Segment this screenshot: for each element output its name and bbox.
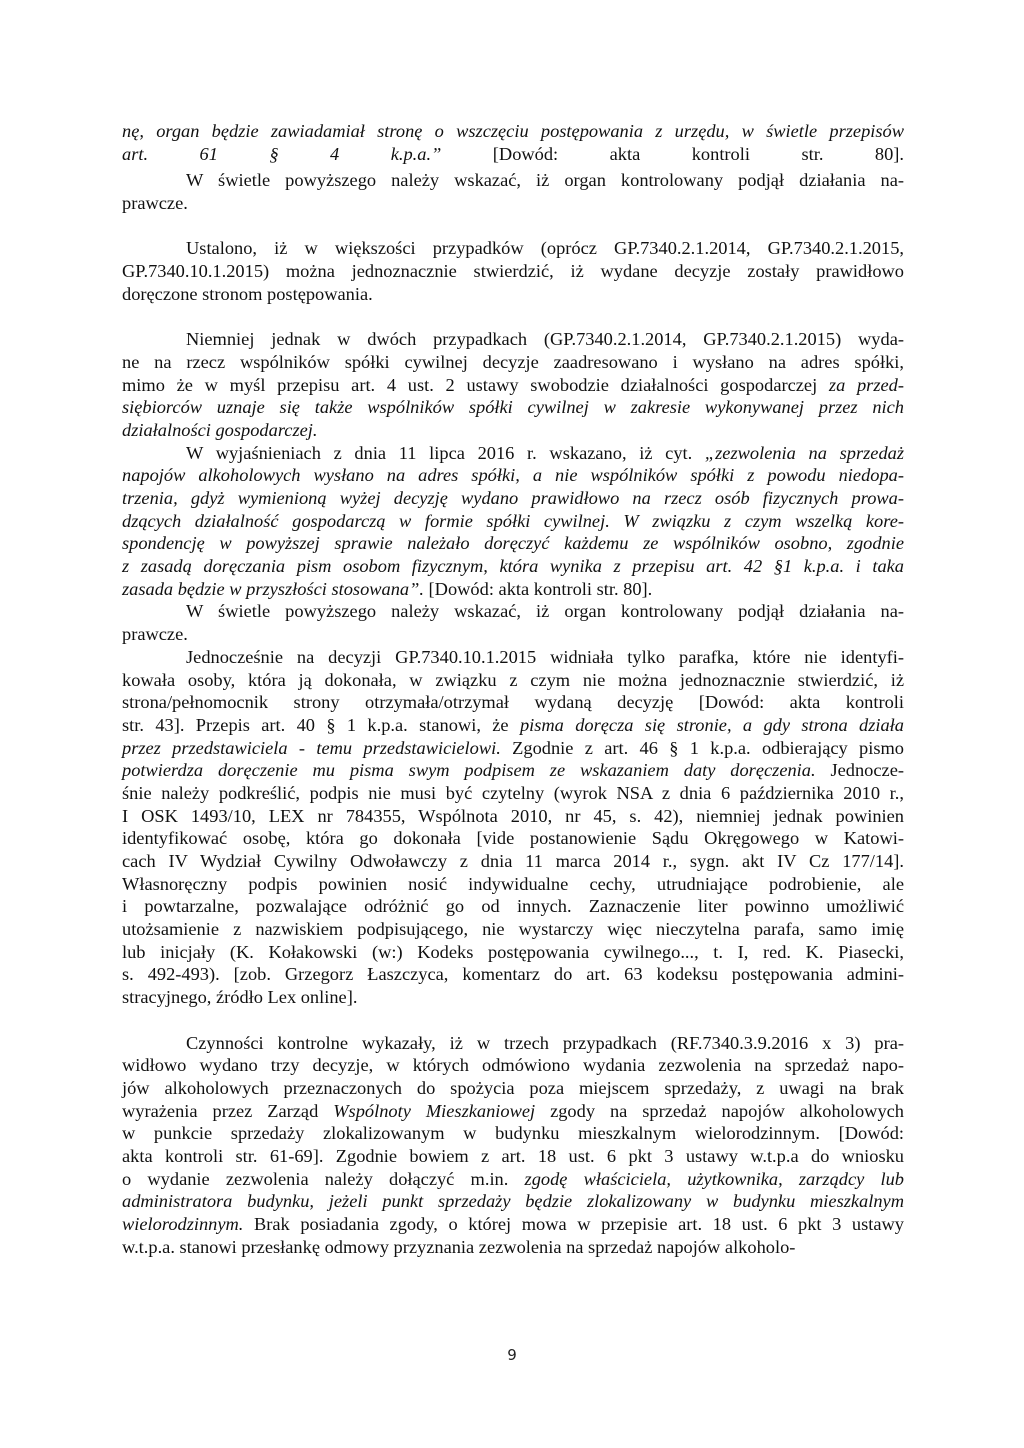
text-line [122,827,904,850]
text-line [122,396,904,419]
italic-text: potwierdza doręczenie mu pisma swym podpisem ze wskazaniem daty doręczenia. [122,760,816,781]
text-segment: identyfikować osobę, która go dokonała [vide postanowienie Sądu Okręgowego w Katowi- [122,828,904,849]
text-segment: Niemniej jednak w dwóch przypadkach (GP.7340.2.1.2014, GP.7340.2.1.2015) wyda- [186,329,904,350]
text-segment: w.t.p.a. stanowi przesłankę odmowy przyznania zezwolenia na sprzedaż napojów alkoholo- [122,1236,796,1257]
text-line [122,963,904,986]
text-segment: utożsamienie z nazwiskiem podpisującego, nie wystarczy więc nieczytelna parafa, samo imię [122,919,904,940]
text-segment: kowała osoby, która ją dokonała, w związku z czym nie można jednoznacznie stwierdzić, iż [122,669,904,690]
text-line [122,646,904,669]
text-line [122,669,904,692]
italic-text: siębiorców uznaje się także wspólników spółki cywilnej w zakresie wykonywanej przez nich [122,397,904,418]
text-line [122,600,904,623]
text-segment: Jednocze- [815,760,904,781]
text-line [122,1190,904,1213]
text-line [122,169,904,192]
text-segment: [Dowód: akta kontroli str. 80]. [423,578,653,599]
italic-text: pisma doręcza się stronie, a gdy strona działa [519,714,904,735]
text-segment: Brak posiadania zgody, o której mowa w przepisie art. 18 ust. 6 pkt 3 ustawy [243,1214,904,1234]
text-line [122,1168,904,1191]
text-segment: GP.7340.10.1.2015) można jednoznacznie stwierdzić, iż wydane decyzje zostały prawidłowo [122,261,904,282]
text-line [122,1236,904,1259]
text-line [122,510,904,533]
text-line [122,805,904,828]
text-line [122,555,904,578]
text-segment: lub inicjały (K. Kołakowski (w:) Kodeks postępowania cywilnego..., t. I, red. K. Piasecki, [122,941,904,962]
text-line [122,1122,904,1145]
italic-text: zgodę właściciela, użytkownika, zarządcy lub [524,1168,904,1189]
text-line [122,260,904,283]
italic-text: Wspólnoty Mieszkaniowej [333,1100,536,1121]
text-line [122,419,904,442]
text-segment: [Dowód: akta kontroli str. 80]. [441,143,904,164]
document-body [122,120,904,1258]
text-line [122,374,904,397]
italic-text: art. 61 § 4 k.p.a.” [122,143,442,164]
text-segment: W wyjaśnieniach z dnia 11 lipca 2016 r. wskazano, iż cyt. [186,442,705,463]
text-line [122,759,904,782]
text-line [122,1077,904,1100]
text-segment: cach IV Wydział Cywilny Odwoławczy z dnia 11 marca 2014 r., sygn. akt IV Cz 177/14]. [122,851,904,871]
text-segment: Zgodnie z art. 46 § 1 k.p.a. odbierający pismo [500,737,904,758]
text-segment: w punkcie sprzedaży zlokalizowanym w budynku mieszkalnym wielorodzinnym. [Dowód: [122,1123,904,1144]
text-segment: Czynności kontrolne wykazały, iż w trzech przypadkach (RF.7340.3.9.2016 x 3) pra- [186,1032,904,1053]
text-line [122,691,904,714]
text-segment: widłowo wydano trzy decyzje, w których odmówiono wydania zezwolenia na sprzedaż napo- [122,1055,904,1076]
text-segment: Jednocześnie na decyzji GP.7340.10.1.2015 widniała tylko parafka, które nie identyfi- [186,646,904,667]
text-line [122,487,904,510]
text-segment: s. 492-493). [zob. Grzegorz Łaszczyca, komentarz do art. 63 kodeksu postępowania admini- [122,964,904,985]
text-segment: akta kontroli str. 61-69]. Zgodnie bowiem z art. 18 ust. 6 pkt 3 ustawy w.t.p.a do wniosku [122,1145,904,1166]
italic-text: administratora budynku, jeżeli punkt sprzedaży będzie zlokalizowany w budynku mieszkalnym [122,1191,904,1212]
text-line [122,986,904,1009]
text-line [122,143,904,166]
text-segment: prawcze. [122,624,188,645]
text-line [122,328,904,351]
italic-text: przez przedstawiciela - temu przedstawicielowi. [122,737,501,758]
page-number: 9 [507,1346,517,1364]
text-segment: Własnoręczny podpis powinien nosić indywidualne cechy, utrudniające podrobienie, ale [122,873,904,894]
text-line [122,918,904,941]
text-segment: strona/pełnomocnik strony otrzymała/otrzymał wydaną decyzję [Dowód: akta kontroli [122,692,904,713]
text-line [122,737,904,760]
text-line [122,351,904,374]
text-line [122,1145,904,1168]
text-line [122,895,904,918]
italic-text: za przed- [828,374,904,395]
italic-text: napojów alkoholowych wysłano na adres spółki, a nie wspólników spółki z powodu niedopa- [122,465,904,486]
italic-text: nę, organ będzie zawiadamiał stronę o wszczęciu postępowania z urzędu, w świetle przepisów [122,121,904,141]
text-line [122,850,904,873]
italic-text: działalności gospodarczej. [122,419,318,440]
text-line [122,532,904,555]
text-segment: śnie należy podkreślić, podpis nie musi być czytelny (wyrok NSA z dnia 6 października 2010 r., [122,782,904,803]
text-line [122,442,904,465]
text-line [122,941,904,964]
text-segment: wyrażenia przez Zarząd [122,1100,334,1121]
text-line [122,1100,904,1123]
text-line [122,464,904,487]
text-line [122,120,904,143]
paragraph-gap [122,1009,904,1032]
text-line [122,578,904,601]
text-segment: zgody na sprzedaż napojów alkoholowych [535,1100,904,1121]
text-segment: prawcze. [122,193,188,214]
text-line [122,283,904,306]
italic-text: trzenia, gdyż wymienioną wyżej decyzję wydano prawidłowo na rzecz osób fizycznych prowa- [122,488,904,508]
text-segment: Ustalono, iż w większości przypadków (oprócz GP.7340.2.1.2014, GP.7340.2.1.2015, [186,238,904,259]
text-line [122,782,904,805]
italic-text: zasada będzie w przyszłości stosowana”. [122,578,424,599]
text-segment: i powtarzalne, pozwalające odróżnić go od innych. Zaznaczenie liter powinno umożliwić [122,896,904,917]
text-segment: W świetle powyższego należy wskazać, iż organ kontrolowany podjął działania na- [186,601,904,622]
text-segment: stracyjnego, źródło Lex online]. [122,987,358,1008]
text-line [122,1032,904,1055]
paragraph-gap [122,215,904,238]
text-line [122,237,904,260]
italic-text: wielorodzinnym. [122,1214,244,1234]
text-segment: mimo że w myśl przepisu art. 4 ust. 2 ustawy swobodzie działalności gospodarczej [122,374,829,395]
text-line [122,873,904,896]
text-segment: W świetle powyższego należy wskazać, iż organ kontrolowany podjął działania na- [186,170,904,191]
text-segment: str. 43]. Przepis art. 40 § 1 k.p.a. stanowi, że [122,714,520,735]
text-segment: jów alkoholowych przeznaczonych do spożycia poza miejscem sprzedaży, z uwagi na brak [122,1077,904,1098]
italic-text: spondencję w powyższej sprawie należało doręczyć każdemu ze wspólników osobno, zgodnie [122,533,904,554]
paragraph-gap [122,306,904,329]
text-segment: o wydanie zezwolenia należy dołączyć m.in. [122,1168,525,1189]
text-line [122,1054,904,1077]
text-segment: I OSK 1493/10, LEX nr 784355, Wspólnota 2010, nr 45, s. 42), niemniej jednak powinien [122,805,904,826]
text-line [122,714,904,737]
text-line [122,623,904,646]
italic-text: z zasadą doręczania pism osobom fizycznym, która wynika z przepisu art. 42 §1 k.p.a. i taka [122,556,904,577]
text-segment: doręczone stronom postępowania. [122,283,373,304]
italic-text: dzących działalność gospodarczą w formie spółki cywilnej. W związku z czym wszelką kore- [122,510,904,531]
text-segment: ne na rzecz wspólników spółki cywilnej decyzje zaadresowano i wysłano na adres spółki, [122,351,904,372]
text-line [122,1213,904,1236]
text-line [122,192,904,215]
italic-text: „zezwolenia na sprzedaż [704,442,904,463]
